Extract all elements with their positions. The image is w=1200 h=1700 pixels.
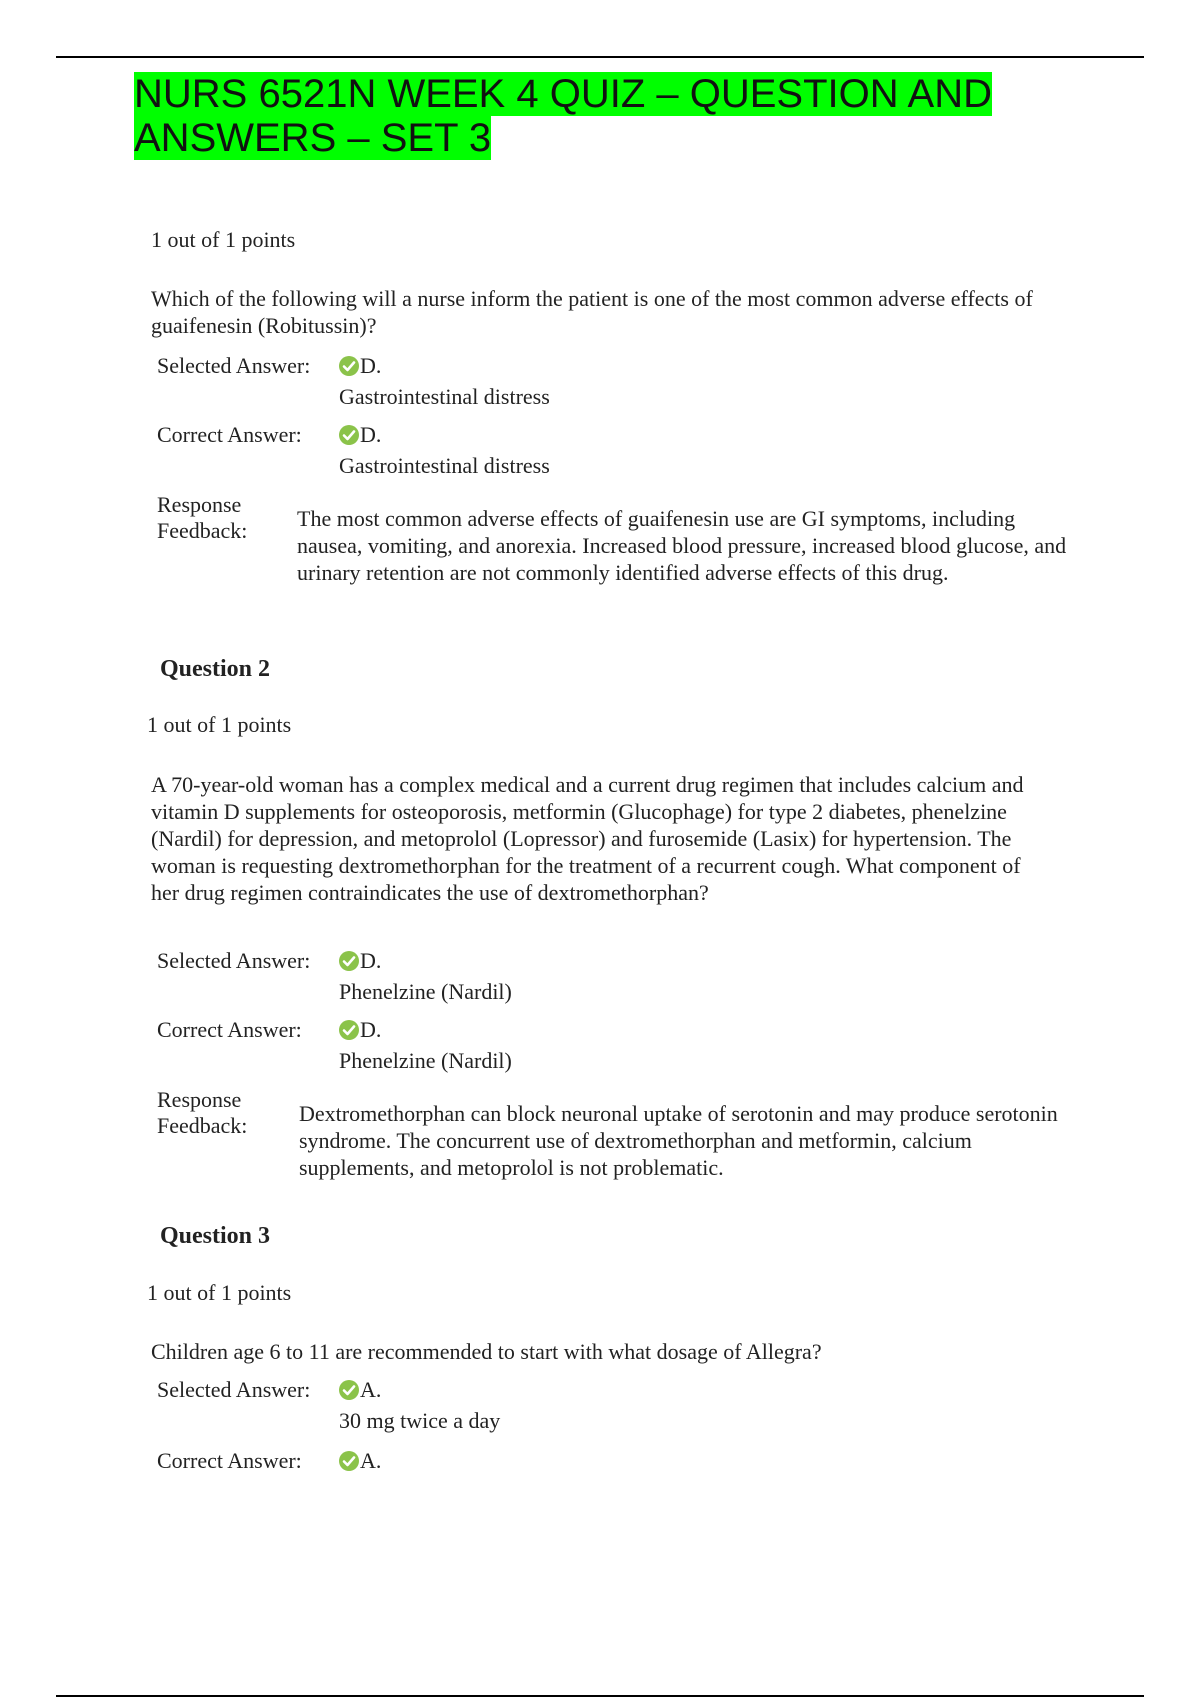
q1-correct-answer [339,422,381,448]
q1-correct-text: Gastrointestinal distress [339,453,550,478]
check-icon [339,951,359,971]
bottom-rule [56,1695,1144,1697]
response-label: Response [157,492,242,517]
q2-points: 1 out of 1 points [147,712,292,737]
response-label: Response [157,1087,242,1112]
check-icon [339,1451,359,1471]
q1-correct-label: Correct Answer: [157,422,302,447]
q2-feedback-label [157,1087,277,1139]
q1-selected-text: Gastrointestinal distress [339,384,550,409]
q2-selected-answer [339,948,381,974]
page-title [134,72,992,160]
q2-correct-letter: D. [360,1017,382,1042]
q1-correct-letter: D. [360,422,382,447]
q1-text: Which of the following will a nurse inform the patient is one of the most common adverse effects of guaifenesin (Robitussin)? [151,286,1033,338]
q2-selected-label: Selected Answer: [157,948,311,973]
q3-correct-answer [339,1448,381,1474]
q2-correct-answer [339,1017,381,1043]
q3-selected-answer [339,1377,381,1403]
title-line-1: NURS 6521N WEEK 4 QUIZ – QUESTION AND [134,72,992,116]
q3-correct-letter: A. [360,1448,382,1473]
q1-points: 1 out of 1 points [151,227,296,252]
q3-points: 1 out of 1 points [147,1280,292,1305]
q2-heading: Question 2 [160,656,271,682]
q1-feedback-label [157,492,277,544]
q2-correct-label: Correct Answer: [157,1017,302,1042]
feedback-label: Feedback: [157,1113,248,1138]
check-icon [339,1380,359,1400]
q2-feedback-text: Dextromethorphan can block neuronal uptake of serotonin and may produce serotonin syndrome. The concurrent use of dextromethorphan and metformin, calcium supplements, and metoprolol is not problematic. [299,1101,1058,1180]
check-icon [339,1020,359,1040]
q3-selected-letter: A. [360,1377,382,1402]
q1-selected-answer [339,353,381,379]
q1-feedback-text: The most common adverse effects of guaifenesin use are GI symptoms, including nausea, vomiting, and anorexia. Increased blood pressure, increased blood glucose, and urinary retention are not commonly identified adverse effects of this drug. [297,506,1067,585]
q3-correct-label: Correct Answer: [157,1448,302,1473]
title-line-2: ANSWERS – SET 3 [134,116,492,160]
feedback-label: Feedback: [157,518,248,543]
q2-text: A 70-year-old woman has a complex medical and a current drug regimen that includes calcium and vitamin D supplements for osteoporosis, metformin (Glucophage) for type 2 diabetes, phenelzine (Nardil) for depression, and metoprolol (Lopressor) and furosemide (Lasix) for hypertension. The woman is requesting dextromethorphan for the treatment of a recurrent cough. What component of her drug regimen contraindicates the use of dextromethorphan? [151,772,1024,905]
q1-selected-label: Selected Answer: [157,353,311,378]
q3-selected-text: 30 mg twice a day [339,1408,501,1433]
q2-correct-text: Phenelzine (Nardil) [339,1048,512,1073]
q2-selected-letter: D. [360,948,382,973]
q3-selected-label: Selected Answer: [157,1377,311,1402]
top-rule [56,56,1144,58]
q3-heading: Question 3 [160,1223,271,1249]
check-icon [339,356,359,376]
q3-text: Children age 6 to 11 are recommended to start with what dosage of Allegra? [151,1339,822,1364]
check-icon [339,425,359,445]
q2-selected-text: Phenelzine (Nardil) [339,979,512,1004]
q1-selected-letter: D. [360,353,382,378]
